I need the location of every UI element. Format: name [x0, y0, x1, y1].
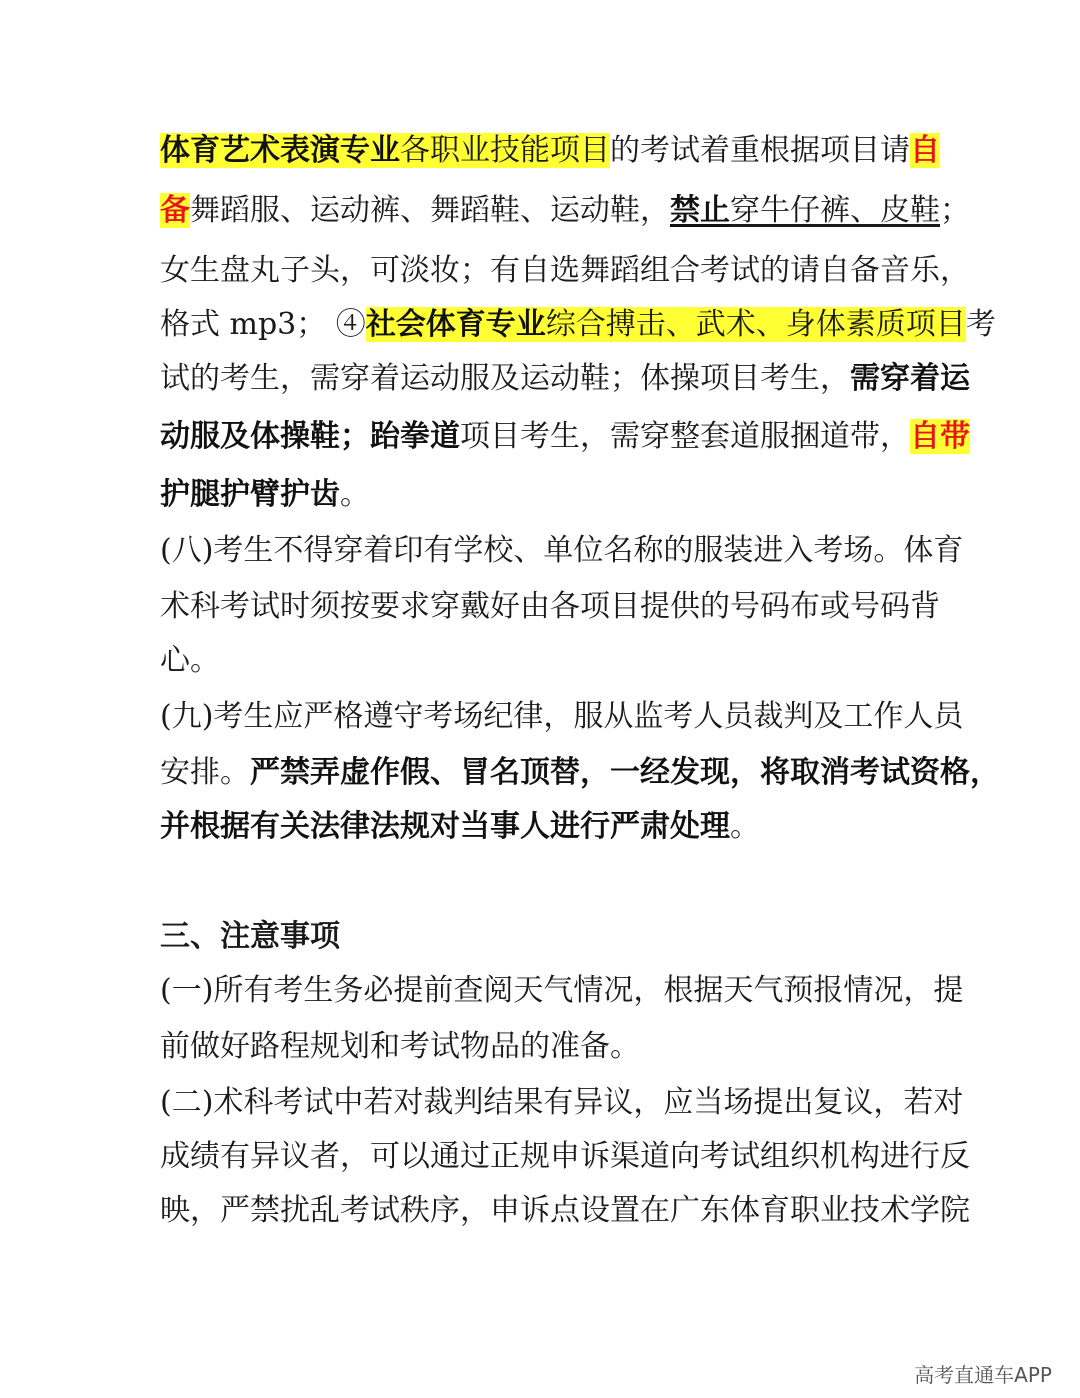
s3-item2-line-1: (二)术科考试中若对裁判结果有异议，应当场提出复议，若对	[160, 1085, 964, 1120]
s3-item1-line-1: (一)所有考生务必提前查阅天气情况，根据天气预报情况，提	[160, 973, 964, 1008]
p8-line-3: 心。	[160, 643, 220, 678]
p1-line-5	[160, 352, 970, 406]
text: ；	[940, 193, 970, 228]
s3-item1-line-2: 前做好路程规划和考试物品的准备。	[160, 1029, 640, 1064]
bold-wear-sports: 需穿着运	[850, 361, 970, 396]
p9-line-1: (九)考生应严格遵守考场纪律，服从监考人员裁判及工作人员	[160, 699, 964, 734]
bold-legal-handling: 并根据有关法律法规对当事人进行严肃处理	[160, 809, 730, 844]
bold-protectors: 护腿护臂护齿	[160, 477, 340, 512]
p1-line-4	[160, 298, 996, 352]
p8-line-2: 术科考试时须按要求穿戴好由各项目提供的号码布或号码背	[160, 589, 940, 624]
underlined-jeans-leather: 穿牛仔裤、皮鞋	[730, 193, 940, 228]
s3-item2-line-3: 映，严禁扰乱考试秩序，申诉点设置在广东体育职业技术学院	[160, 1193, 970, 1228]
p8-line-1: (八)考生不得穿着印有学校、单位名称的服装进入考场。体育	[160, 533, 964, 568]
text: 格式 mp3； ④	[160, 307, 366, 342]
highlight-combat-items: 综合搏击、武术、身体素质项目	[545, 307, 966, 342]
text: 舞蹈服、运动裤、舞蹈鞋、运动鞋，	[190, 193, 670, 228]
p1-line-6	[160, 410, 970, 464]
red-highlight-bring-own: 自带	[910, 419, 970, 454]
text: 的考试着重根据项目请	[610, 133, 910, 168]
text: 试的考生，需穿着运动服及运动鞋；体操项目考生，	[160, 361, 850, 396]
red-highlight-prepare: 备	[160, 193, 190, 228]
bold-strict-prohibition: 严禁弄虚作假、冒名顶替，一经发现，将取消考试资格，	[250, 755, 1000, 790]
text: 。	[730, 809, 760, 844]
p9-line-2	[160, 746, 1000, 800]
p1-line-7	[160, 468, 922, 522]
highlight-skill-items: 各职业技能项目	[400, 133, 610, 168]
p1-line-1	[160, 124, 940, 178]
text: 。	[340, 477, 370, 512]
section-heading: 三、注意事项	[160, 919, 340, 954]
text: 考	[965, 307, 996, 342]
p1-line-3: 女生盘丸子头，可淡妆；有自选舞蹈组合考试的请自备音乐，	[160, 253, 970, 288]
bold-forbidden: 禁止	[670, 193, 730, 228]
p1-line-2	[160, 184, 970, 238]
app-watermark: 高考直通车APP	[914, 1363, 1052, 1387]
bold-gym-shoes-taekwondo: 动服及体操鞋；跆拳道	[160, 419, 460, 454]
s3-item2-line-2: 成绩有异议者，可以通过正规申诉渠道向考试组织机构进行反	[160, 1139, 970, 1174]
red-highlight-self: 自	[910, 133, 940, 168]
p9-line-3	[160, 800, 922, 854]
highlight-major-performing-arts: 体育艺术表演专业	[160, 133, 400, 168]
highlight-social-sports-major: 社会体育专业	[365, 307, 546, 342]
text: 安排。	[160, 755, 250, 790]
text: 项目考生，需穿整套道服捆道带，	[460, 419, 910, 454]
